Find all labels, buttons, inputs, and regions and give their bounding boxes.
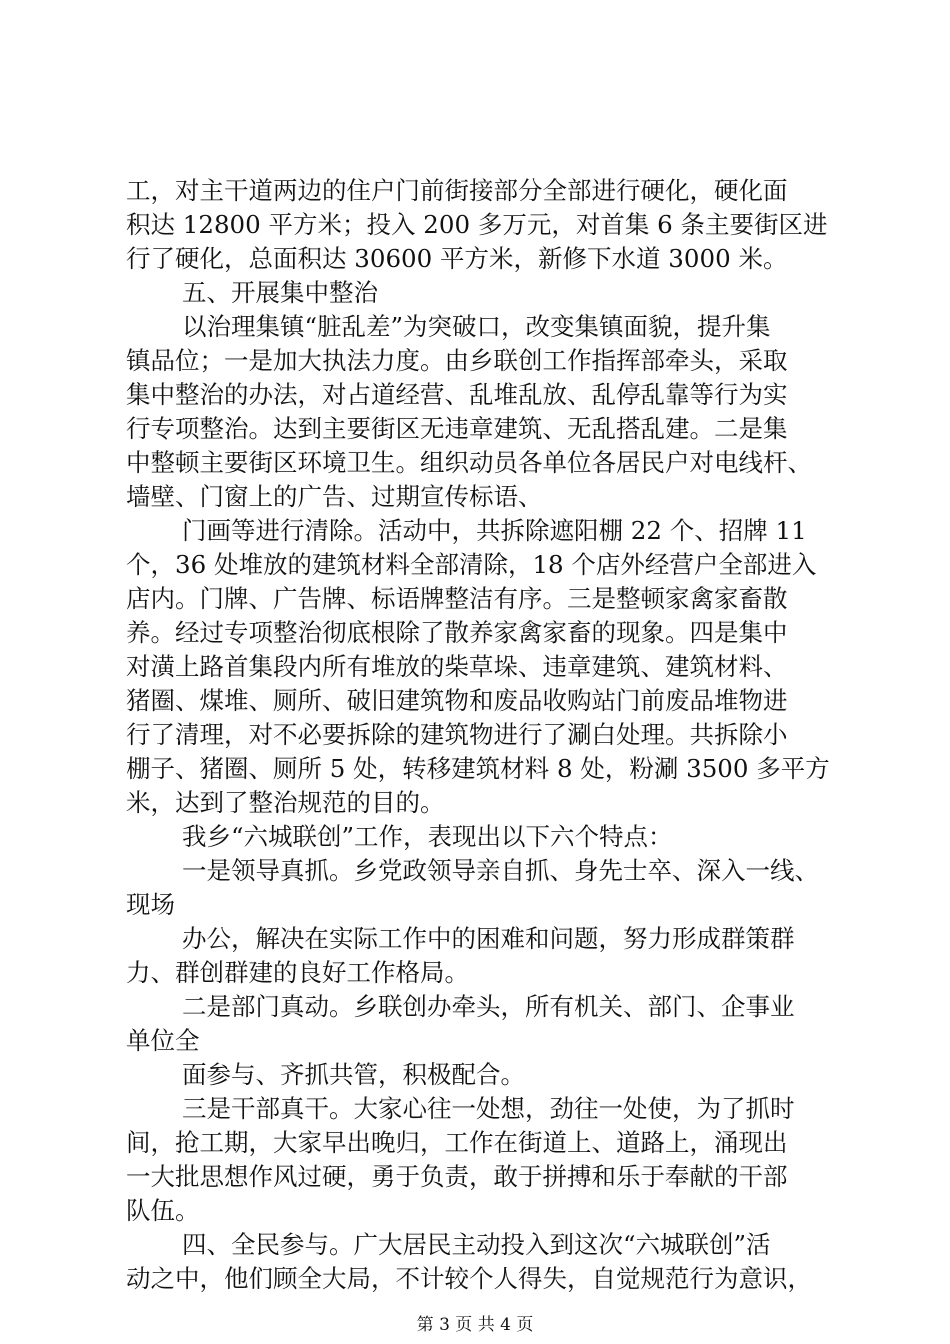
body-line: 动之中，他们顾全大局，不计较个人得失，自觉规范行为意识， — [126, 1264, 812, 1293]
body-line: 以治理集镇“脏乱差”为突破口，改变集镇面貌，提升集 — [182, 312, 771, 341]
body-line: 养。经过专项整治彻底根除了散养家禽家畜的现象。四是集中 — [126, 618, 788, 647]
body-line: 行专项整治。达到主要街区无违章建筑、无乱搭乱建。二是集 — [126, 414, 788, 443]
body-line: 四、全民参与。广大居民主动投入到这次“六城联创”活 — [182, 1230, 771, 1259]
body-line: 对潢上路首集段内所有堆放的柴草垛、违章建筑、建筑材料、 — [126, 652, 788, 681]
body-line: 积达 12800 平方米；投入 200 多万元，对首集 6 条主要街区进 — [126, 210, 828, 239]
body-line: 一大批思想作风过硬，勇于负责，敢于拼搏和乐于奉献的干部 — [126, 1162, 788, 1191]
body-line: 二是部门真动。乡联创办牵头，所有机关、部门、企事业 — [182, 992, 795, 1021]
body-line: 门画等进行清除。活动中，共拆除遮阳棚 22 个、招牌 11 — [182, 516, 807, 545]
body-line: 墙壁、门窗上的广告、过期宣传标语、 — [126, 482, 543, 511]
body-line: 猪圈、煤堆、厕所、破旧建筑物和废品收购站门前废品堆物进 — [126, 686, 788, 715]
body-line: 三是干部真干。大家心往一处想，劲往一处使，为了抓时 — [182, 1094, 795, 1123]
body-line: 店内。门牌、广告牌、标语牌整洁有序。三是整顿家禽家畜散 — [126, 584, 788, 613]
body-line: 办公，解决在实际工作中的困难和问题，努力形成群策群 — [182, 924, 795, 953]
section-heading: 五、开展集中整治 — [182, 278, 378, 307]
body-line: 一是领导真抓。乡党政领导亲自抓、身先士卒、深入一线、 — [182, 856, 819, 885]
body-line: 力、群创群建的良好工作格局。 — [126, 958, 469, 987]
body-line: 间，抢工期，大家早出晚归，工作在街道上、道路上，涌现出 — [126, 1128, 788, 1157]
body-line: 棚子、猪圈、厕所 5 处，转移建筑材料 8 处，粉涮 3500 多平方 — [126, 754, 830, 783]
body-line: 个，36 处堆放的建筑材料全部清除，18 个店外经营户全部进入 — [126, 550, 817, 579]
body-line: 镇品位；一是加大执法力度。由乡联创工作指挥部牵头，采取 — [126, 346, 788, 375]
body-line: 集中整治的办法，对占道经营、乱堆乱放、乱停乱靠等行为实 — [126, 380, 788, 409]
page-number-footer: 第 3 页 共 4 页 — [416, 1315, 534, 1335]
body-line: 单位全 — [126, 1026, 200, 1055]
body-line: 我乡“六城联创”工作，表现出以下六个特点： — [182, 822, 673, 851]
body-line: 行了清理，对不必要拆除的建筑物进行了涮白处理。共拆除小 — [126, 720, 788, 749]
body-line: 行了硬化，总面积达 30600 平方米，新修下水道 3000 米。 — [126, 244, 788, 273]
body-line: 米，达到了整治规范的目的。 — [126, 788, 445, 817]
body-line: 面参与、齐抓共管，积极配合。 — [182, 1060, 525, 1089]
body-line: 现场 — [126, 890, 175, 919]
body-line: 工，对主干道两边的住户门前街接部分全部进行硬化，硬化面 — [126, 176, 788, 205]
body-line: 中整顿主要街区环境卫生。组织动员各单位各居民户对电线杆、 — [126, 448, 812, 477]
body-line: 队伍。 — [126, 1196, 200, 1225]
